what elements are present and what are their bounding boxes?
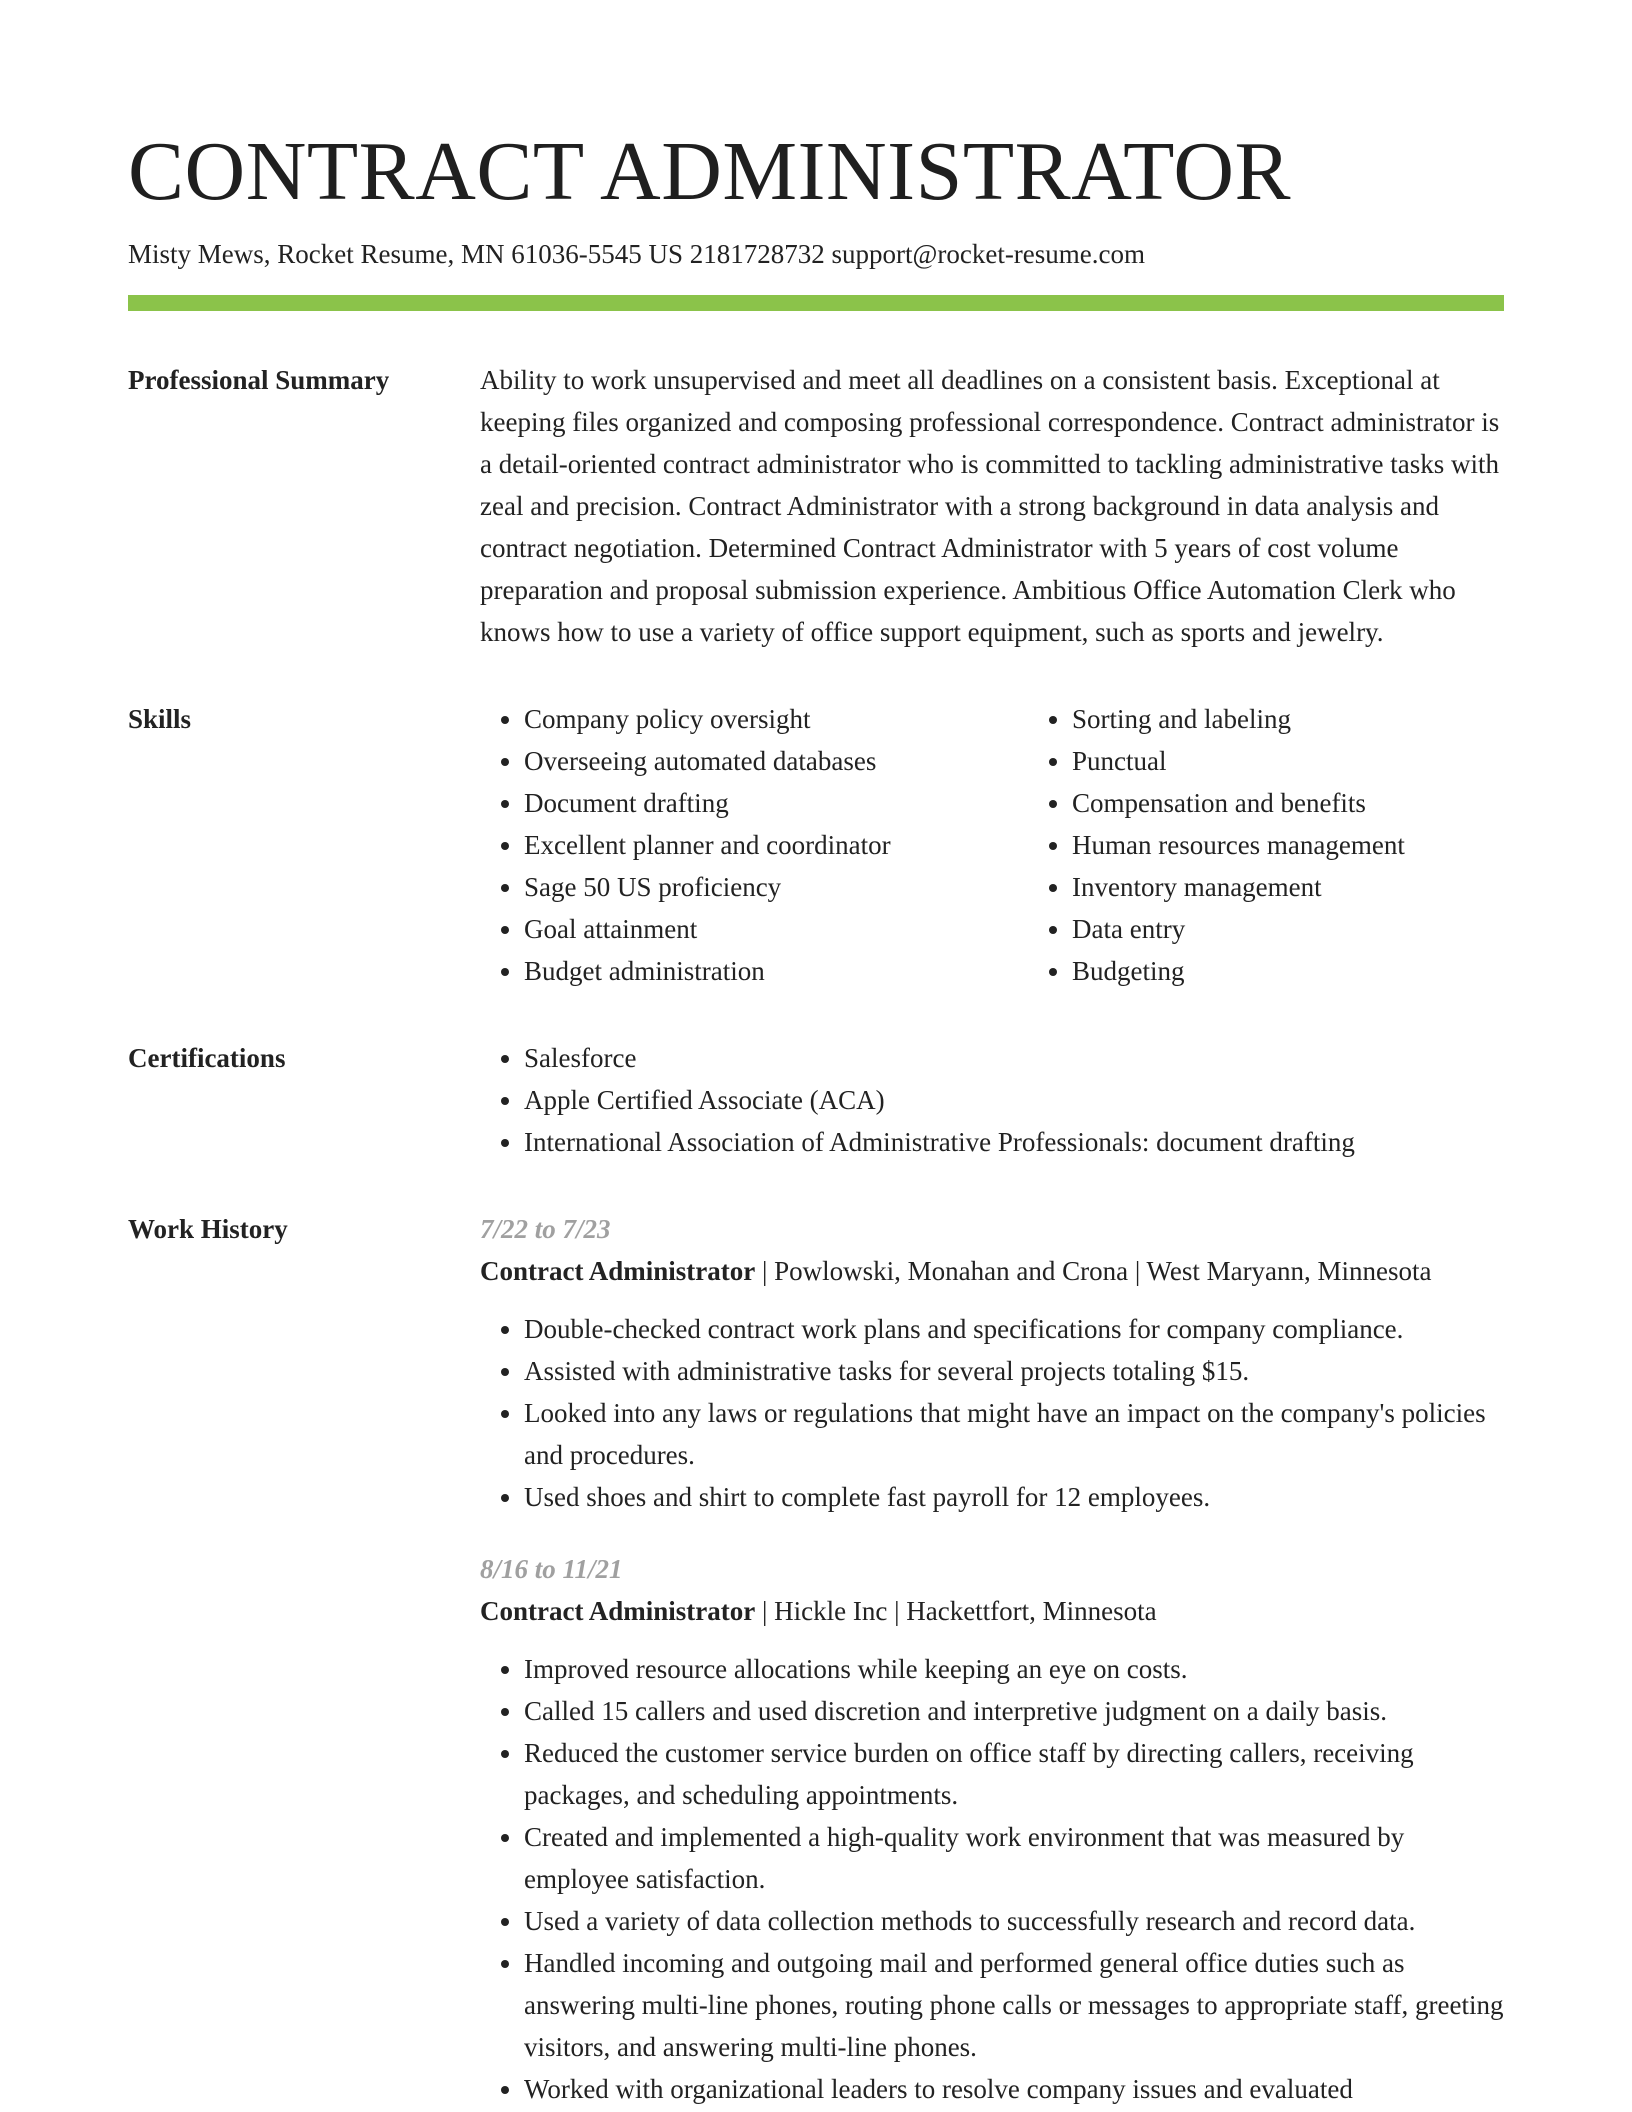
job-dates: 8/16 to 11/21 [480, 1554, 623, 1584]
job-bullet-list [480, 1648, 1504, 2110]
summary-body [480, 359, 1504, 653]
skills-list-right [1028, 698, 1576, 992]
job-bullet-list [480, 1308, 1504, 1518]
job-bullet: • Used a variety of data collection methods to successfully research and record data. [524, 1900, 1504, 1942]
skill-item: • Goal attainment [524, 908, 1028, 950]
skills-list-left [480, 698, 1028, 992]
skills-heading: Skills [128, 704, 192, 734]
resume-page [128, 120, 1504, 2110]
skills-section [128, 698, 1504, 992]
job-bullet: • Called 15 callers and used discretion and interpretive judgment on a daily basis. [524, 1690, 1504, 1732]
job-bullet: • Assisted with administrative tasks for several projects totaling $15. [524, 1350, 1504, 1392]
certifications-heading: Certifications [128, 1043, 286, 1073]
contact-line: Misty Mews, Rocket Resume, MN 61036-5545 US 2181728732 support@rocket-resume.com [128, 239, 1146, 269]
job-bullet: • Looked into any laws or regulations that might have an impact on the company's policies and procedures. [524, 1392, 1504, 1476]
skill-item: • Human resources management [1072, 824, 1576, 866]
job-details: | Hickle Inc | Hackettfort, Minnesota [755, 1596, 1157, 1626]
job-heading [480, 1590, 1504, 1632]
skill-item: • Inventory management [1072, 866, 1576, 908]
certifications-body [480, 1037, 1504, 1163]
skill-item: • Compensation and benefits [1072, 782, 1576, 824]
work-history-section [128, 1208, 1504, 2110]
accent-divider [128, 295, 1504, 311]
job-details: | Powlowski, Monahan and Crona | West Maryann, Minnesota [755, 1256, 1432, 1286]
job-bullet: • Created and implemented a high-quality work environment that was measured by employee satisfaction. [524, 1816, 1504, 1900]
summary-text: Ability to work unsupervised and meet all deadlines on a consistent basis. Exceptional at keeping files organized and composing professional correspondence. Contract administrator is a detail-oriented contract administrator who is committed to tackling administrative tasks with zeal and precision. Contract Administrator with a strong background in data analysis and contract negotiation. Determined Contract Administrator with 5 years of cost volume preparation and proposal submission experience. Ambitious Office Automation Clerk who knows how to use a variety of office support equipment, such as sports and jewelry. [480, 365, 1500, 647]
certifications-list [480, 1037, 1504, 1163]
job-dates: 7/22 to 7/23 [480, 1214, 611, 1244]
skills-grid [480, 698, 1576, 992]
certification-item: • Salesforce [524, 1037, 1504, 1079]
summary-heading: Professional Summary [128, 365, 390, 395]
job-bullet: • Reduced the customer service burden on office staff by directing callers, receiving packages, and scheduling appointments. [524, 1732, 1504, 1816]
skill-item: • Sage 50 US proficiency [524, 866, 1028, 908]
skill-item: • Punctual [1072, 740, 1576, 782]
job-bullet: • Improved resource allocations while keeping an eye on costs. [524, 1648, 1504, 1690]
job-title: Contract Administrator [480, 1596, 756, 1626]
resume-title: CONTRACT ADMINISTRATOR [128, 125, 1292, 218]
certification-item: • Apple Certified Associate (ACA) [524, 1079, 1504, 1121]
summary-section [128, 359, 1504, 653]
job-bullet: • Worked with organizational leaders to resolve company issues and evaluated [524, 2068, 1504, 2110]
certification-item: • International Association of Administrative Professionals: document drafting [524, 1121, 1504, 1163]
job-entry [480, 1548, 1504, 2110]
work-history-body [480, 1208, 1504, 2110]
skill-item: • Document drafting [524, 782, 1028, 824]
job-entry [480, 1208, 1504, 1518]
certifications-section [128, 1037, 1504, 1163]
job-bullet: • Handled incoming and outgoing mail and performed general office duties such as answering multi-line phones, routing phone calls or messages to appropriate staff, greeting visitors, and answering multi-line phones. [524, 1942, 1504, 2068]
skill-item: • Company policy oversight [524, 698, 1028, 740]
skill-item: • Budget administration [524, 950, 1028, 992]
skill-item: • Overseeing automated databases [524, 740, 1028, 782]
skill-item: • Budgeting [1072, 950, 1576, 992]
job-title: Contract Administrator [480, 1256, 756, 1286]
skill-item: • Excellent planner and coordinator [524, 824, 1028, 866]
job-bullet: • Double-checked contract work plans and specifications for company compliance. [524, 1308, 1504, 1350]
skill-item: • Data entry [1072, 908, 1576, 950]
job-heading [480, 1250, 1504, 1292]
work-history-heading: Work History [128, 1214, 288, 1244]
job-bullet: • Used shoes and shirt to complete fast payroll for 12 employees. [524, 1476, 1504, 1518]
skill-item: • Sorting and labeling [1072, 698, 1576, 740]
